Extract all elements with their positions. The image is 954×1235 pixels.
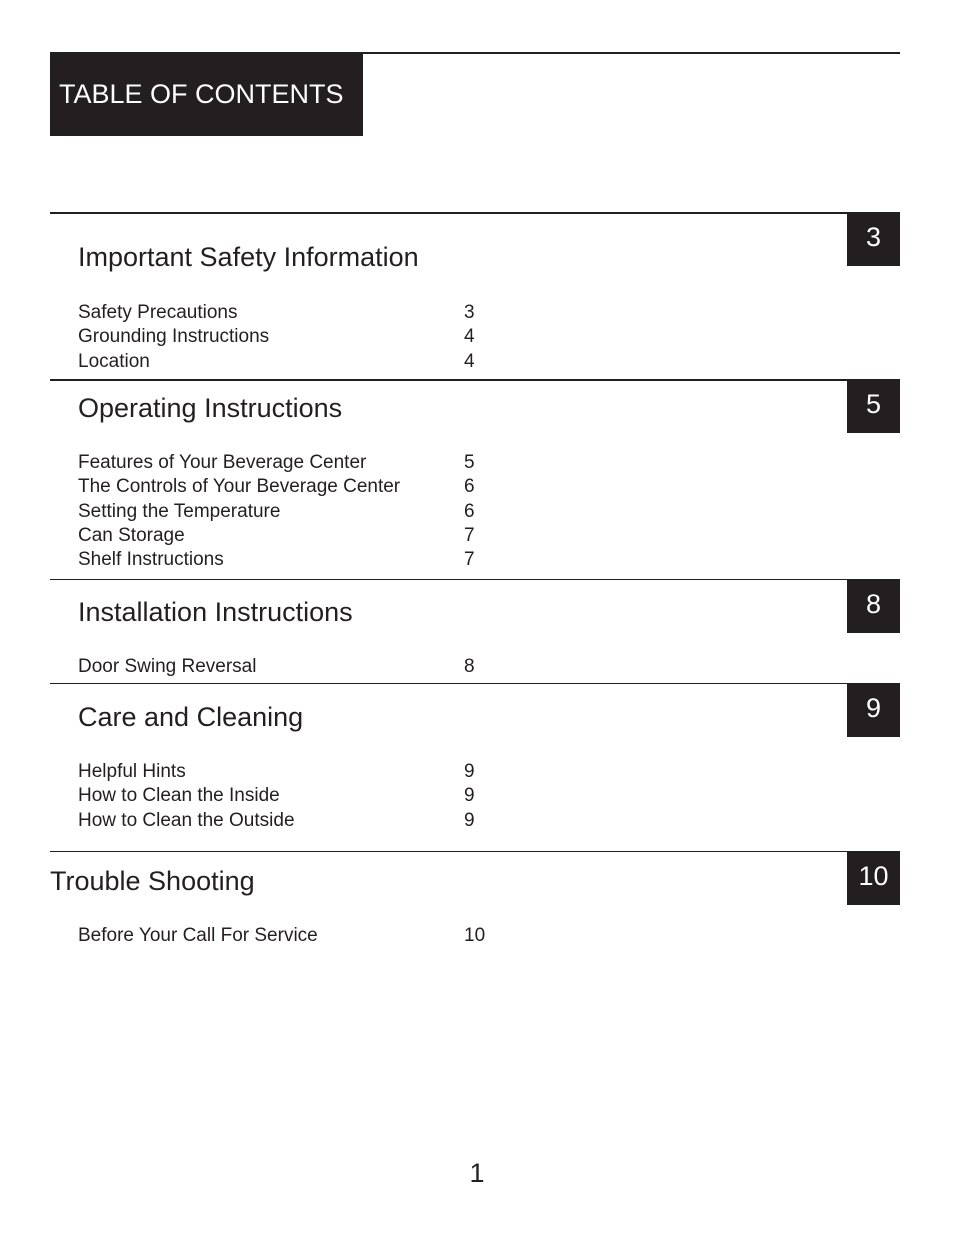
toc-entry[interactable]	[78, 655, 518, 679]
entry-label: Location	[78, 350, 150, 372]
toc-entry[interactable]	[78, 301, 518, 325]
entry-label: Before Your Call For Service	[78, 925, 318, 946]
entry-label: Setting the Temperature	[78, 500, 281, 522]
section-title[interactable]: Important Safety Information	[78, 242, 419, 272]
entry-page-number: 5	[464, 452, 475, 473]
entry-page-number: 7	[464, 549, 475, 571]
section-tab-number: 9	[847, 683, 900, 737]
section-divider	[50, 683, 900, 684]
section-entries	[78, 655, 518, 679]
entry-label: Door Swing Reversal	[78, 656, 257, 677]
toc-entry[interactable]	[78, 784, 518, 808]
section-entries	[78, 924, 518, 948]
entry-page-number: 4	[464, 326, 475, 348]
section-entries	[78, 301, 518, 374]
entry-label: Helpful Hints	[78, 761, 186, 782]
section-title[interactable]: Installation Instructions	[78, 597, 353, 627]
entry-page-number: 9	[464, 809, 475, 831]
entry-page-number: 3	[464, 302, 475, 323]
entry-page-number: 8	[464, 656, 475, 677]
toc-title-banner: TABLE OF CONTENTS	[50, 52, 363, 136]
entry-page-number: 9	[464, 785, 475, 807]
section-divider	[50, 379, 900, 381]
entry-label: Shelf Instructions	[78, 549, 224, 571]
toc-entry[interactable]	[78, 924, 518, 948]
entry-label: Safety Precautions	[78, 302, 238, 323]
entry-label: Features of Your Beverage Center	[78, 452, 367, 473]
entry-label: Can Storage	[78, 524, 185, 546]
toc-entry[interactable]	[78, 500, 518, 524]
entry-page-number: 4	[464, 350, 475, 372]
section-divider	[50, 851, 900, 852]
section-tab-number: 10	[847, 851, 900, 905]
entry-page-number: 10	[464, 925, 486, 946]
section-entries	[78, 451, 518, 572]
entry-page-number: 6	[464, 476, 475, 498]
entry-label: How to Clean the Inside	[78, 785, 280, 807]
section-entries	[78, 760, 518, 833]
toc-entry[interactable]	[78, 325, 518, 349]
entry-page-number: 7	[464, 524, 475, 546]
toc-entry[interactable]	[78, 760, 518, 784]
entry-label: Grounding Instructions	[78, 326, 270, 348]
toc-entry[interactable]	[78, 451, 518, 475]
section-tab-number: 5	[847, 379, 900, 433]
section-tab-number: 8	[847, 579, 900, 633]
toc-entry[interactable]	[78, 350, 518, 374]
page-number: 1	[469, 1158, 485, 1188]
section-title[interactable]: Operating Instructions	[78, 393, 343, 423]
section-title[interactable]: Trouble Shooting	[50, 866, 255, 896]
entry-label: The Controls of Your Beverage Center	[78, 476, 401, 498]
section-tab-number: 3	[847, 212, 900, 266]
entry-label: How to Clean the Outside	[78, 809, 295, 831]
section-divider	[50, 579, 900, 580]
entry-page-number: 9	[464, 761, 475, 782]
toc-entry[interactable]	[78, 475, 518, 499]
section-title[interactable]: Care and Cleaning	[78, 702, 304, 732]
entry-page-number: 6	[464, 500, 475, 522]
section-divider	[50, 212, 900, 214]
toc-entry[interactable]	[78, 548, 518, 572]
toc-entry[interactable]	[78, 809, 518, 833]
toc-entry[interactable]	[78, 524, 518, 548]
